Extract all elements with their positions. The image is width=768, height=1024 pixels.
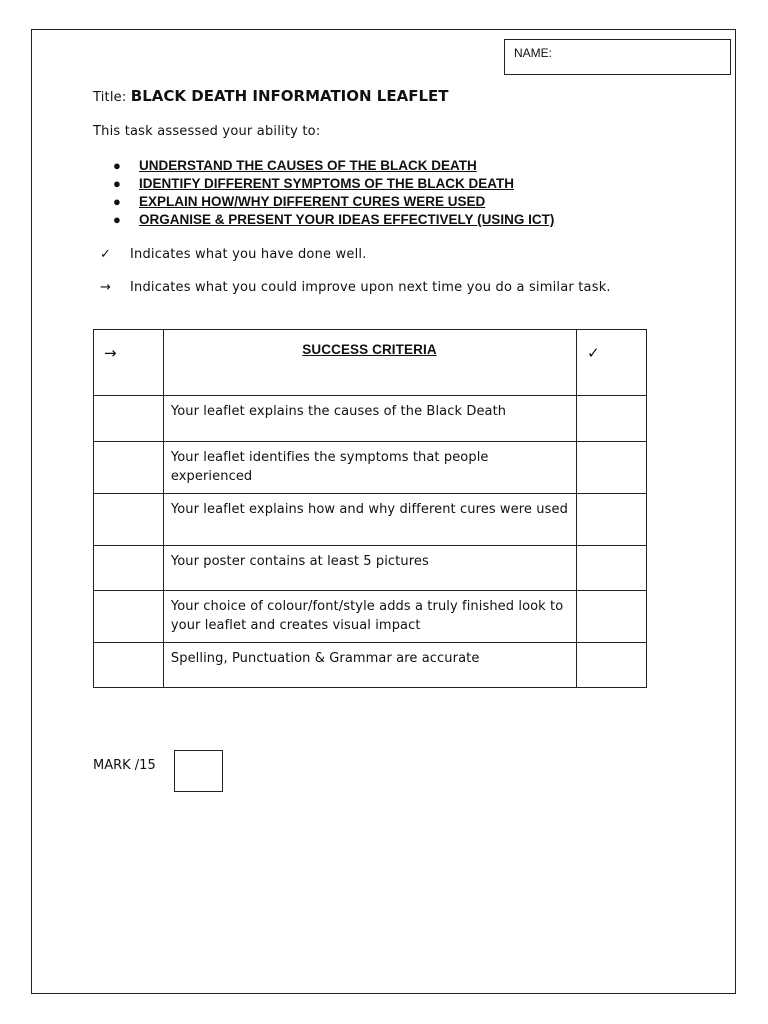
tick-cell[interactable] [577, 396, 647, 442]
table-row [94, 643, 647, 688]
improve-cell[interactable] [94, 591, 164, 643]
tick-cell[interactable] [577, 442, 647, 494]
bullet-icon: ● [113, 176, 121, 191]
criteria-text: Your poster contains at least 5 pictures [163, 546, 576, 591]
criteria-header: SUCCESS CRITERIA [163, 330, 576, 396]
tick-icon: ✓ [100, 247, 112, 262]
aim-item: ● ORGANISE & PRESENT YOUR IDEAS EFFECTIVELY (USING ICT) [113, 212, 555, 227]
tick-icon: ✓ [577, 330, 647, 396]
bullet-icon: ● [113, 212, 121, 227]
bullet-icon: ● [113, 158, 121, 173]
mark-label: MARK /15 [93, 758, 156, 773]
table-row [94, 546, 647, 591]
title-line [93, 87, 449, 105]
bullet-icon: ● [113, 194, 121, 209]
table-row [94, 591, 647, 643]
improve-cell[interactable] [94, 643, 164, 688]
aim-item: ● EXPLAIN HOW/WHY DIFFERENT CURES WERE USED [113, 194, 486, 209]
mark-box[interactable] [174, 750, 223, 792]
success-criteria-table [93, 329, 647, 688]
intro-text: This task assessed your ability to: [93, 124, 321, 139]
improve-cell[interactable] [94, 546, 164, 591]
legend-tick-text: Indicates what you have done well. [130, 247, 367, 262]
aims-list [93, 157, 554, 229]
name-field[interactable] [504, 39, 731, 75]
legend-arrow-text: Indicates what you could improve upon next time you do a similar task. [130, 280, 611, 295]
criteria-text: Spelling, Punctuation & Grammar are accurate [163, 643, 576, 688]
table-row [94, 494, 647, 546]
criteria-text: Your leaflet identifies the symptoms that people experienced [163, 442, 576, 494]
criteria-text: Your leaflet explains how and why different cures were used [163, 494, 576, 546]
table-header-row [94, 330, 647, 396]
page-title: BLACK DEATH INFORMATION LEAFLET [130, 87, 449, 105]
improve-cell[interactable] [94, 494, 164, 546]
improve-cell[interactable] [94, 442, 164, 494]
title-prefix: Title: [93, 90, 127, 105]
criteria-text: Your leaflet explains the causes of the Black Death [163, 396, 576, 442]
arrow-right-icon: → [94, 330, 164, 396]
arrow-right-icon: → [100, 280, 112, 295]
tick-cell[interactable] [577, 591, 647, 643]
tick-cell[interactable] [577, 546, 647, 591]
tick-cell[interactable] [577, 643, 647, 688]
improve-cell[interactable] [94, 396, 164, 442]
tick-cell[interactable] [577, 494, 647, 546]
table-row [94, 396, 647, 442]
name-label: NAME: [514, 46, 553, 60]
criteria-text: Your choice of colour/font/style adds a truly finished look to your leaflet and creates visual impact [163, 591, 576, 643]
legend-arrow-row [100, 280, 611, 295]
aim-item: ● UNDERSTAND THE CAUSES OF THE BLACK DEATH [113, 158, 477, 173]
table-row [94, 442, 647, 494]
aim-item: ● IDENTIFY DIFFERENT SYMPTOMS OF THE BLACK DEATH [113, 176, 515, 191]
legend-tick-row [100, 247, 367, 262]
